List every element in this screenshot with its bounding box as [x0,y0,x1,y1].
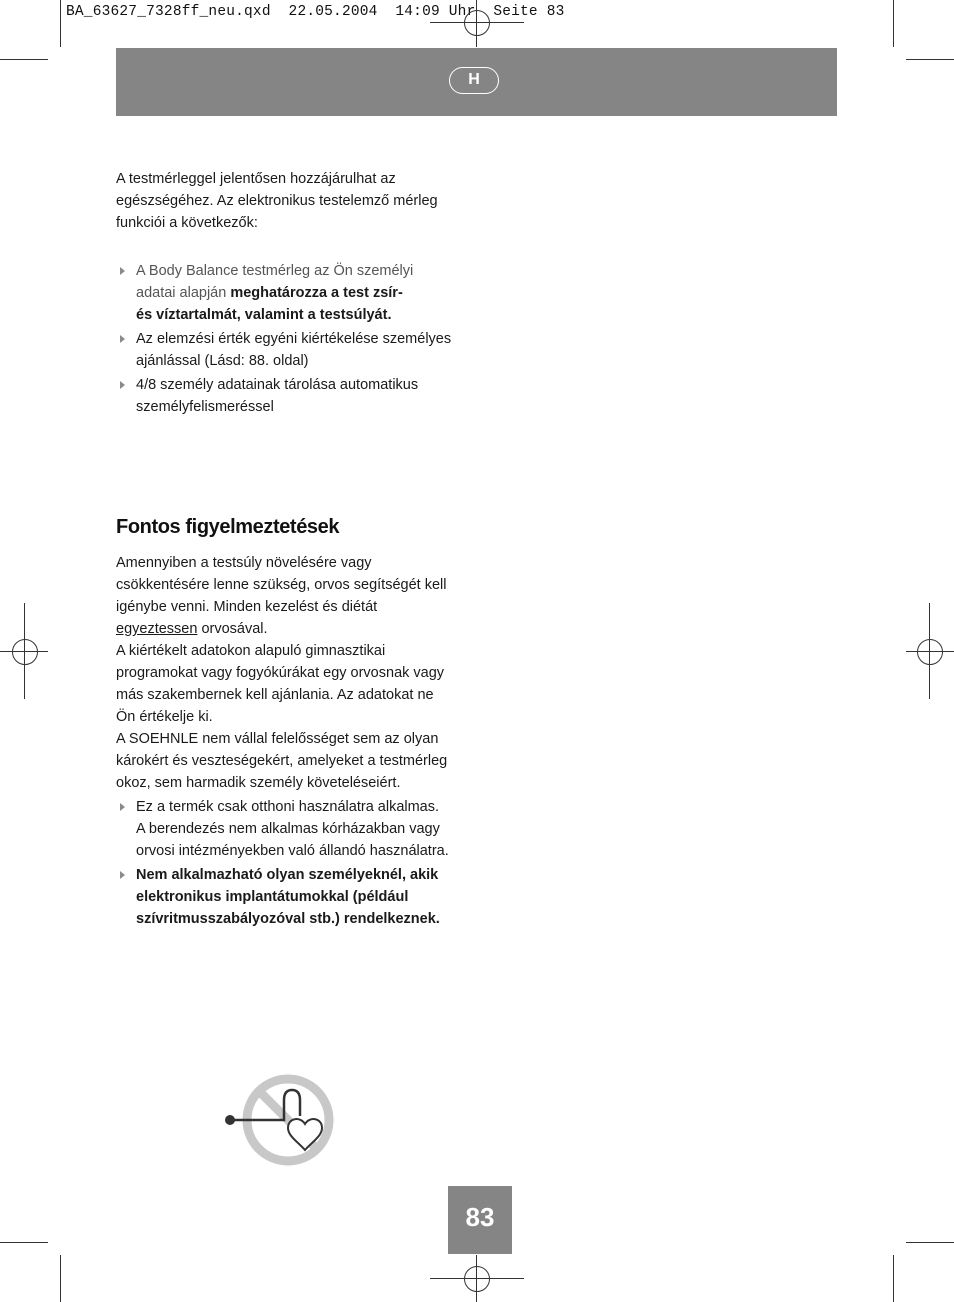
no-pacemaker-icon [222,1072,342,1172]
feature-list [116,260,476,418]
print-slug [66,4,565,20]
list-item: A Body Balance testmérleg az Ön személyi adatai alapján meghatározza a test zsír- és víztartalmát, valamint a testsúlyát. [116,260,476,326]
intro-line: A testmérleggel jelentősen hozzájárulhat az [116,171,396,187]
bullet-arrow-icon [120,871,125,879]
bullet-arrow-icon [120,335,125,343]
list-item: 4/8 személy adatainak tárolása automatikus személyfelismeréssel [116,374,476,418]
section-heading: Fontos figyelmeztetések [116,516,340,538]
slug-file: BA_63627_7328ff_neu.qxd [66,4,271,20]
intro-paragraph [116,168,476,234]
bullet-arrow-icon [120,381,125,389]
list-item: Nem alkalmazható olyan személyeknél, akik elektronikus implantátumokkal (például szívritmusszabályozóval stb.) rendelkeznek. [116,864,478,930]
slug-time: 14:09 Uhr [395,4,476,20]
slug-page: Seite 83 [493,4,565,20]
page-number: 83 [448,1186,512,1254]
warnings-paragraph: Amennyiben a testsúly növelésére vagy csökkentésére lenne szükség, orvos segítségét kell igénybe venni. Minden kezelést és diétát egyeztessen orvosával. A kiértékelt adatokon alapuló gimnasztikai programokat vagy fogyókúrákat egy orvosnak vagy más szakembernek kell ajánlania. Az adatokat ne Ön értékelje ki. A SOEHNLE nem vállal felelősséget sem az olyan károkért és veszteségekért, amelyeket a testmérleg okoz, sem harmadik személy követeléseiért. Ez a termék csak otthoni használatra alkalmas. A berendezés nem alkalmas kórházakban vagy orvosi intézményekben való állandó használatra. Nem alkalmazható olyan személyeknél, akik elektronikus implantátumokkal (például szívritmusszabályozóval stb.) rendelkeznek. [116,552,478,930]
slug-date: 22.05.2004 [288,4,378,20]
list-item: Ez a termék csak otthoni használatra alkalmas. A berendezés nem alkalmas kórházakban vagy orvosi intézményekben való állandó használatra. [116,796,478,862]
intro-line: funkciói a következők: [116,215,258,231]
intro-line: egészségéhez. Az elektronikus testelemző mérleg [116,193,438,209]
header-banner [116,48,837,116]
list-item: Az elemzési érték egyéni kiértékelése személyes ajánlással (Lásd: 88. oldal) [116,328,476,372]
language-badge: H [449,67,499,94]
bullet-arrow-icon [120,267,125,275]
bullet-arrow-icon [120,803,125,811]
